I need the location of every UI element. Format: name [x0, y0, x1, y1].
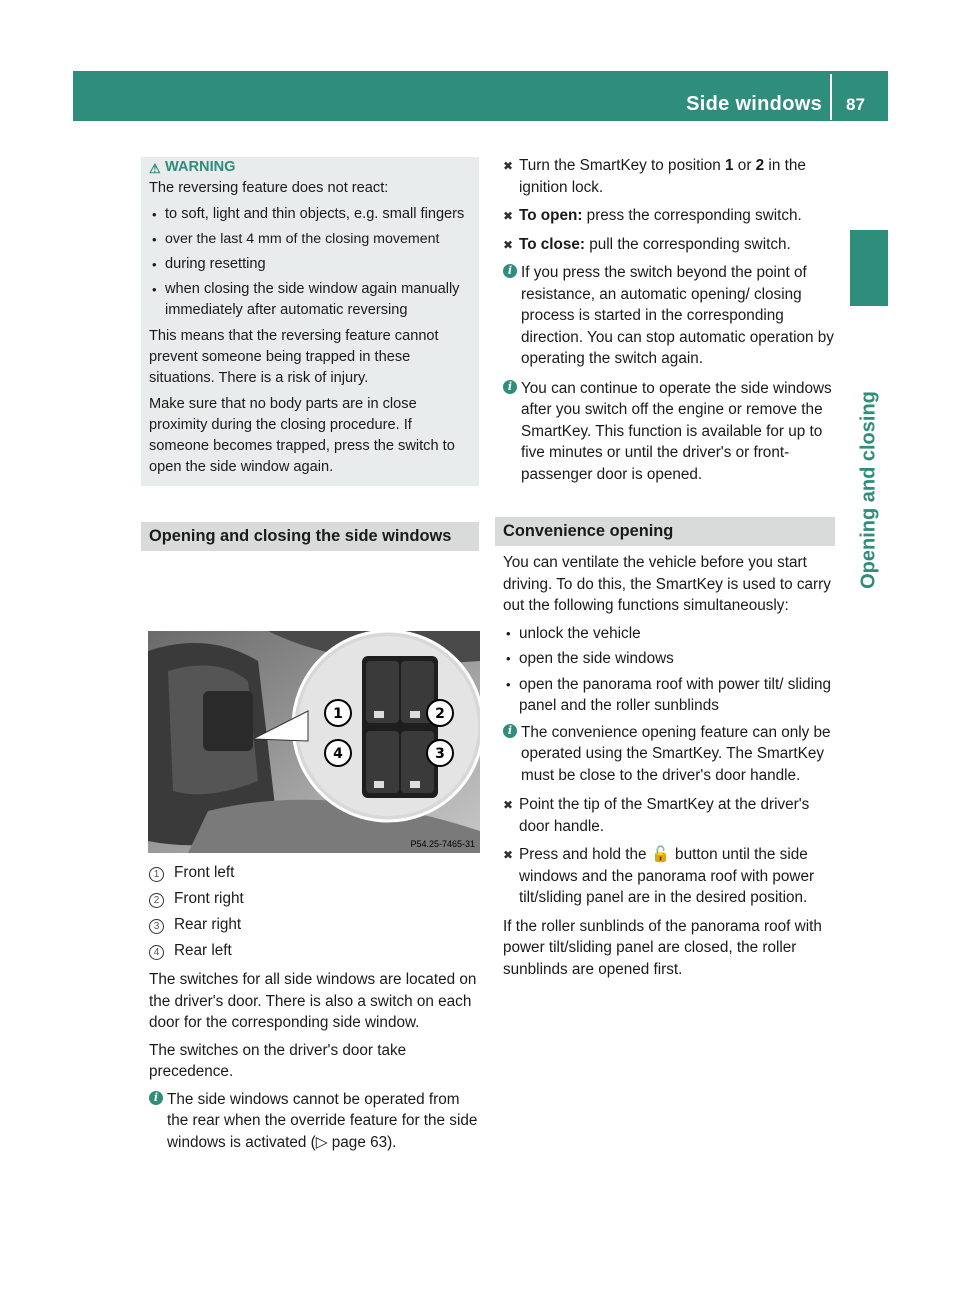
step-arrow-icon: ✖	[503, 848, 514, 862]
info-icon: i	[503, 380, 517, 394]
chapter-label: Opening and closing	[857, 391, 880, 589]
legend-label: Front left	[174, 864, 235, 881]
warning-triangle-icon: ⚠	[149, 161, 161, 176]
list-item: • unlock the vehicle	[503, 623, 835, 645]
paragraph: The switches on the driver's door take precedence.	[149, 1041, 407, 1080]
legend-item	[149, 888, 479, 910]
list-item: • open the side windows	[503, 648, 835, 670]
warning-title: WARNING	[165, 159, 236, 175]
info-icon: i	[503, 724, 517, 738]
legend-item	[149, 862, 479, 884]
legend	[149, 862, 479, 966]
page-reference[interactable]: page 63).	[331, 1133, 397, 1151]
instruction-step	[503, 844, 835, 909]
page-title: Side windows	[686, 93, 822, 115]
info-note	[149, 1089, 481, 1154]
door-switch-photo	[148, 631, 480, 853]
instruction-step	[503, 794, 835, 837]
left-body	[149, 969, 481, 1161]
left-column	[149, 157, 479, 551]
step-arrow-icon: ✖	[503, 237, 514, 252]
legend-number: 2	[149, 893, 164, 908]
step-arrow-icon: ✖	[503, 159, 514, 173]
info-note	[503, 722, 835, 787]
callout-2	[427, 700, 453, 726]
callout-3	[427, 740, 453, 766]
step-text: pull the corresponding switch.	[585, 235, 791, 253]
instruction-step	[503, 234, 835, 256]
chapter-tab	[850, 230, 888, 306]
step-label: To close:	[519, 235, 586, 253]
step-text: Point the tip of the SmartKey at the driver's door handle.	[519, 796, 810, 835]
list-item: • during resetting	[149, 254, 471, 275]
paragraph: The switches for all side windows are located on the driver's door. There is also a switch on each door for the corresponding side window.	[149, 971, 477, 1031]
list-item: • over the last 4 mm of the closing movement	[149, 229, 471, 250]
step-text: Press and hold the	[519, 846, 651, 863]
page-ref-arrow-icon: ▷	[315, 1133, 328, 1151]
section-heading: Opening and closing the side windows	[141, 522, 479, 551]
step-text: button until the side windows and the panorama roof with power tilt/sliding panel are in the desired position.	[519, 846, 815, 906]
svg-text:1: 1	[333, 706, 343, 722]
step-text: press the corresponding switch.	[582, 207, 802, 224]
info-note	[503, 262, 835, 370]
section-heading: Convenience opening	[495, 517, 835, 546]
instruction-step	[503, 155, 835, 198]
step-arrow-icon: ✖	[503, 209, 514, 223]
info-text: The side windows cannot be operated from the rear when the override feature for the side windows is activated (	[167, 1090, 478, 1151]
list-item: • when closing the side window again manually immediately after automatic reversing	[149, 279, 471, 321]
legend-label: Front right	[174, 890, 244, 907]
header-divider	[830, 74, 832, 120]
photo-code: P54.25-7465-31	[410, 839, 475, 849]
list-item: • open the panorama roof with power tilt/ sliding panel and the roller sunblinds	[503, 674, 835, 717]
step-text: or	[733, 157, 756, 174]
info-text: If you press the switch beyond the point of resistance, an automatic opening/ closing process is started in the corresponding direction. You can stop automatic operation by operating the switch again.	[521, 264, 834, 367]
legend-label: Rear left	[174, 942, 232, 959]
step-arrow-icon: ✖	[503, 798, 514, 812]
page-number: 87	[846, 95, 865, 114]
legend-number: 1	[149, 867, 164, 882]
unlock-button-icon: 🔓	[651, 846, 671, 863]
svg-text:3: 3	[435, 746, 445, 762]
position-number: 2	[755, 157, 765, 174]
warning-box	[141, 157, 479, 486]
warning-paragraph: Make sure that no body parts are in close proximity during the closing procedure. If someone becomes trapped, press the switch to open the side window again.	[149, 396, 455, 475]
legend-number: 4	[149, 945, 164, 960]
warning-intro: The reversing feature does not react:	[149, 180, 389, 196]
svg-text:2: 2	[435, 706, 445, 722]
step-text: Turn the SmartKey to position	[519, 157, 726, 174]
convenience-list	[503, 623, 835, 717]
svg-text:4: 4	[333, 746, 343, 762]
warning-heading	[149, 157, 471, 178]
warning-paragraph: This means that the reversing feature cannot prevent someone being trapped in these situations. There is a risk of injury.	[149, 328, 439, 386]
info-icon: i	[503, 264, 517, 278]
info-text: The convenience opening feature can only be operated using the SmartKey. The SmartKey must be close to the driver's door handle.	[521, 723, 831, 784]
legend-number: 3	[149, 919, 164, 934]
legend-label: Rear right	[174, 916, 242, 933]
instruction-step	[503, 205, 835, 227]
legend-item	[149, 940, 479, 962]
legend-item	[149, 914, 479, 936]
paragraph: If the roller sunblinds of the panorama roof with power tilt/sliding panel are closed, the roller sunblinds are opened first.	[503, 917, 822, 978]
step-label: To open:	[519, 207, 583, 224]
callout-1	[325, 700, 351, 726]
callout-4	[325, 740, 351, 766]
position-number: 1	[725, 157, 734, 174]
list-item: • to soft, light and thin objects, e.g. small fingers	[149, 204, 471, 225]
step-text: in the ignition lock.	[519, 157, 806, 196]
info-note	[503, 378, 835, 486]
right-column	[503, 155, 835, 986]
warning-list	[149, 204, 471, 321]
info-icon: i	[149, 1091, 163, 1105]
info-text: You can continue to operate the side windows after you switch off the engine or remove the SmartKey. This function is available for up to five minutes or until the driver's or front-passenger door is opened.	[521, 379, 832, 483]
paragraph: You can ventilate the vehicle before you start driving. To do this, the SmartKey is used to carry out the following functions simultaneously:	[503, 554, 831, 614]
